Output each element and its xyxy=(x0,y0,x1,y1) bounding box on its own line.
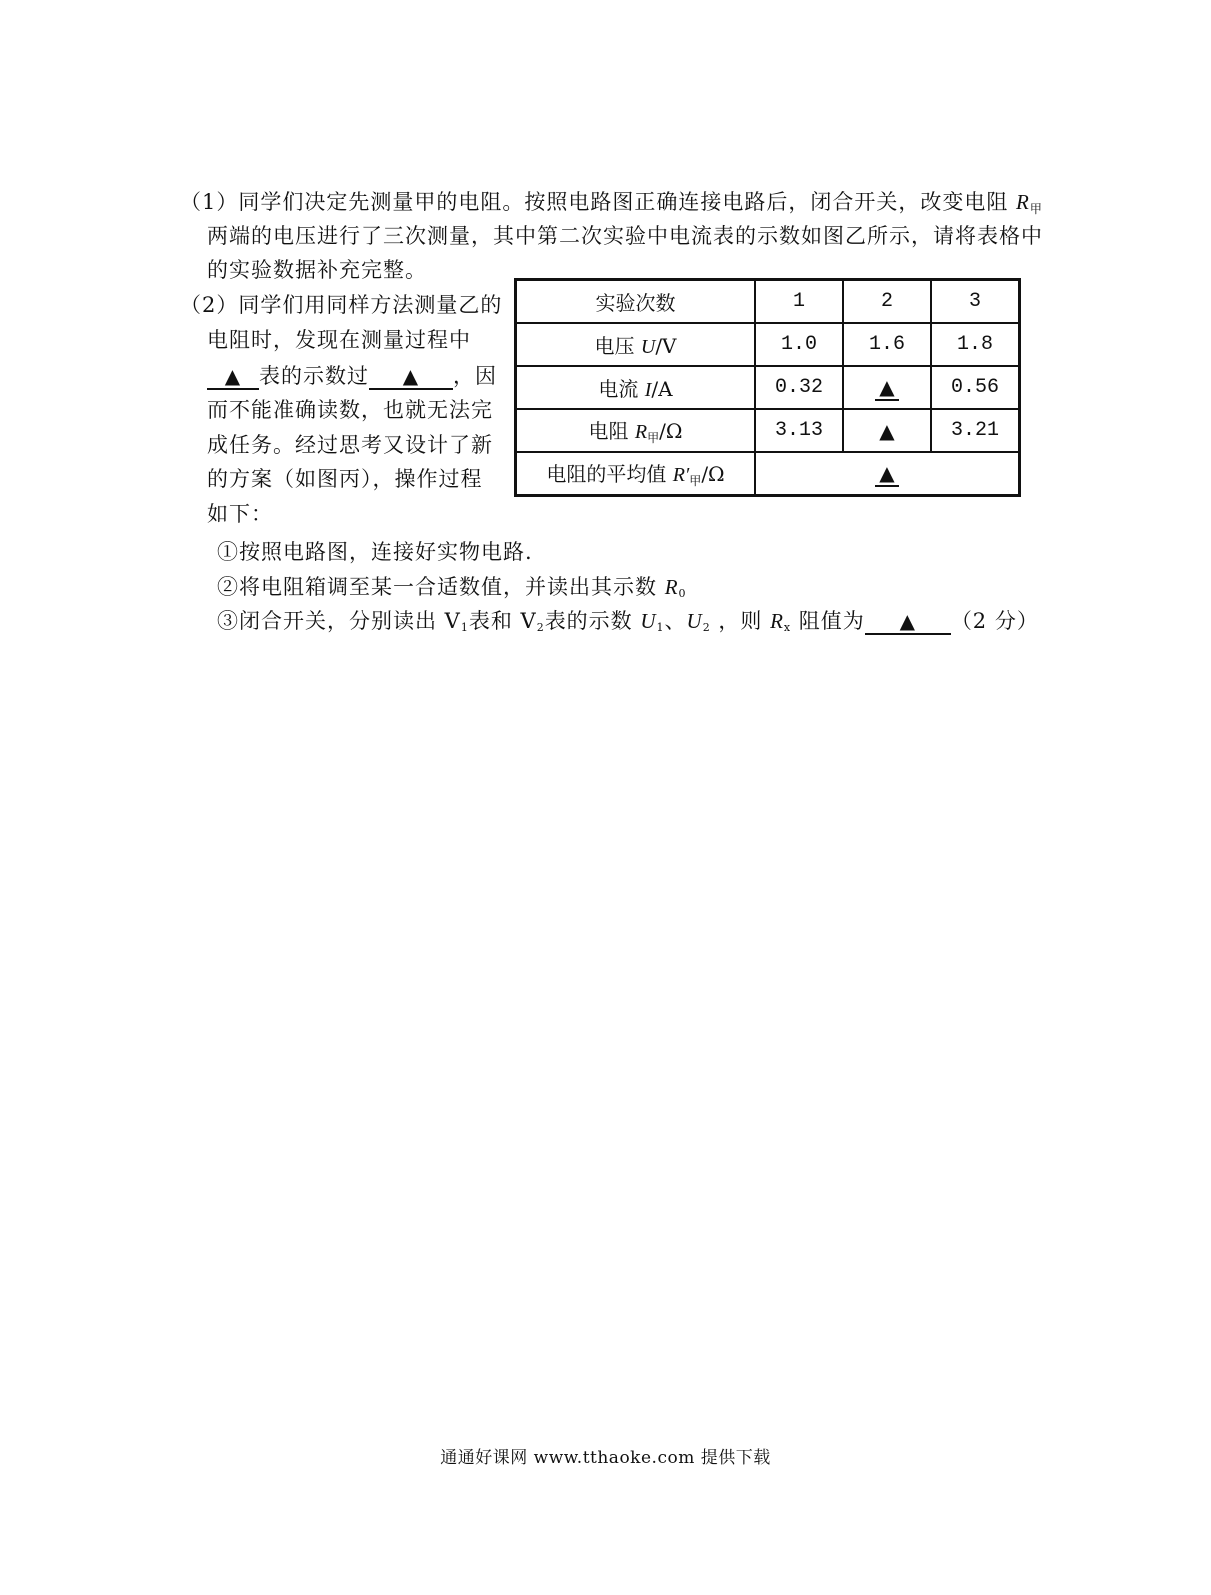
step-3: ③闭合开关，分别读出 $V_1$表和 $V_2$表的示数 $U_1$、$U_2$ ，则 $R_x$ 阻值为 ▲ （2 分） xyxy=(217,609,1039,634)
q2-line-7: 如下： xyxy=(207,502,273,526)
voltage-2: 1.6 xyxy=(843,323,931,366)
table-row-resistance xyxy=(516,409,1020,452)
answer-blank-range[interactable]: ▲ xyxy=(369,364,453,390)
footer-credit: 通通好课网 www.tthaoke.com 提供下载 xyxy=(440,1448,771,1468)
q2-line-1: （2）同学们用同样方法测量乙的 xyxy=(180,293,503,317)
average-blank[interactable]: ▲ xyxy=(755,452,1020,496)
voltage-1: 1.0 xyxy=(755,323,843,366)
answer-blank-meter[interactable]: ▲ xyxy=(207,364,259,390)
header-trial-1: 1 xyxy=(755,280,843,324)
table-row-current xyxy=(516,366,1020,409)
resistance-label: 电阻 $R_甲/\Omega$ xyxy=(516,409,756,452)
experiment-table xyxy=(514,278,1021,497)
current-2-blank[interactable]: ▲ xyxy=(843,366,931,409)
average-label: 电阻的平均值 $R'_甲/\Omega$ xyxy=(516,452,756,496)
q2-line-5: 成任务。经过思考又设计了新 xyxy=(207,433,493,457)
resistance-2-blank[interactable]: ▲ xyxy=(843,409,931,452)
table-row-header xyxy=(516,280,1020,324)
current-3: 0.56 xyxy=(931,366,1020,409)
sub-jia: 甲 xyxy=(1029,202,1043,216)
q2-line-6: 的方案（如图丙），操作过程 xyxy=(207,467,483,491)
q2-line-2: 电阻时，发现在测量过程中 xyxy=(207,328,471,352)
resistance-3: 3.21 xyxy=(931,409,1020,452)
header-trial-2: 2 xyxy=(843,280,931,324)
table-row-average xyxy=(516,452,1020,496)
step-1: ①按照电路图，连接好实物电路. xyxy=(217,540,533,564)
header-label: 实验次数 xyxy=(516,280,756,324)
step-2: ②将电阻箱调至某一合适数值，并读出其示数 $R_0$ xyxy=(217,575,687,600)
current-label: 电流 I/A xyxy=(516,366,756,409)
voltage-3: 1.8 xyxy=(931,323,1020,366)
table-row-voltage xyxy=(516,323,1020,366)
var-r: R xyxy=(1016,190,1030,214)
voltage-label: 电压 U/V xyxy=(516,323,756,366)
q2-line-3: ▲ 表的示数过 ▲ ，因 xyxy=(207,362,497,390)
resistance-1: 3.13 xyxy=(755,409,843,452)
q2-line-4: 而不能准确读数，也就无法完 xyxy=(207,398,493,422)
q1-line-1: （1）同学们决定先测量甲的电阻。按照电路图正确连接电路后，闭合开关，改变电阻 R甲 xyxy=(180,190,1043,216)
q1-line-2: 两端的电压进行了三次测量，其中第二次实验中电流表的示数如图乙所示，请将表格中 xyxy=(207,224,1043,248)
answer-blank-rx[interactable]: ▲ xyxy=(865,609,951,635)
current-1: 0.32 xyxy=(755,366,843,409)
header-trial-3: 3 xyxy=(931,280,1020,324)
q1-line-3: 的实验数据补充完整。 xyxy=(207,258,427,282)
